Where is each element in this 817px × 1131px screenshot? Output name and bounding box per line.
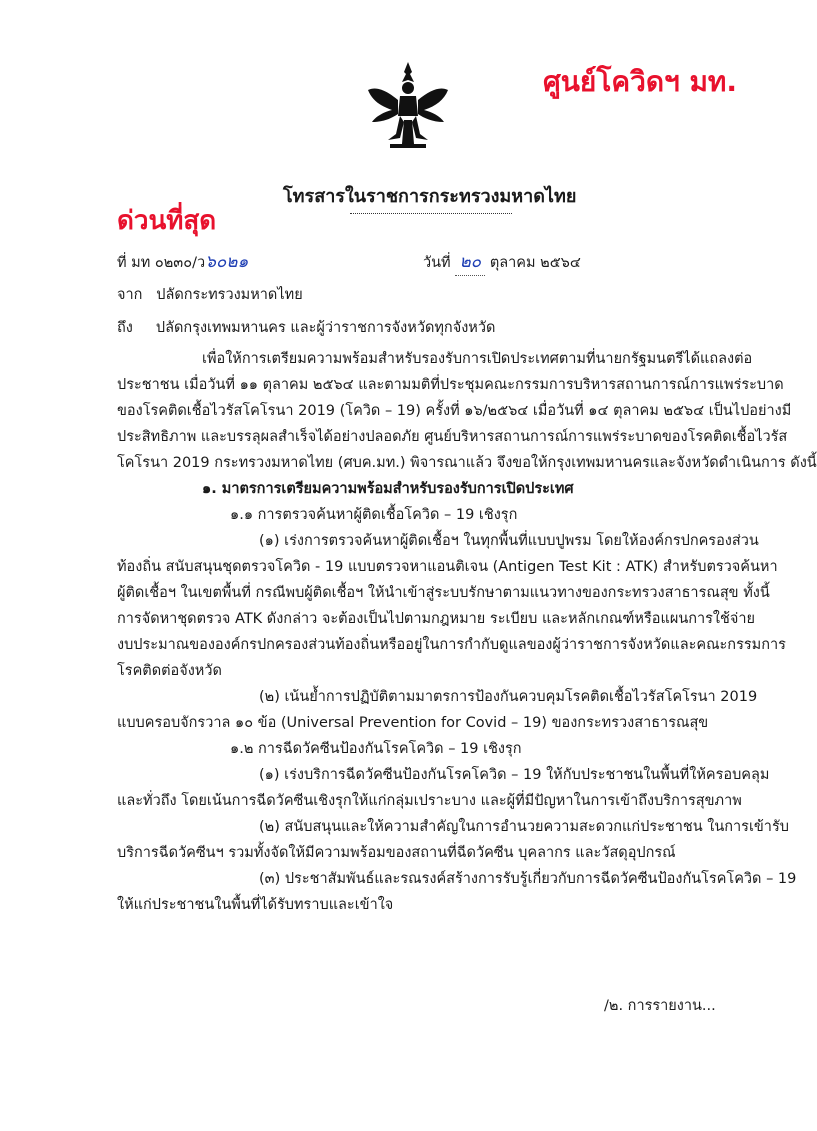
item-line: โรคติดต่อจังหวัด bbox=[117, 663, 222, 679]
subsection-heading: ๑.๒ การฉีดวัคซีนป้องกันโรคโควิด – 19 เชิงรุก bbox=[230, 741, 522, 757]
item-line: (๑) เร่งการตรวจค้นหาผู้ติดเชื้อฯ ในทุกพื้นที่แบบปูพรม โดยให้องค์กรปกครองส่วน bbox=[259, 533, 759, 549]
item-line: (๓) ประชาสัมพันธ์และรณรงค์สร้างการรับรู้เกี่ยวกับการฉีดวัคซีนป้องกันโรคโควิด – 19 bbox=[259, 871, 797, 887]
garuda-emblem-icon bbox=[366, 60, 450, 150]
item-line: ให้แก่ประชาชนในพื้นที่ได้รับทราบและเข้าใจ bbox=[117, 897, 394, 913]
doc-date bbox=[423, 249, 581, 276]
urgent-stamp: ด่วนที่สุด bbox=[117, 206, 217, 236]
intro-line: โคโรนา 2019 กระทรวงมหาดไทย (ศบค.มท.) พิจารณาแล้ว จึงขอให้กรุงเทพมหานครและจังหวัดดำเนินการ ดังนี้ bbox=[117, 455, 817, 471]
continuation-note: /๒. การรายงาน... bbox=[604, 998, 716, 1014]
title-dotted-rule bbox=[350, 213, 512, 214]
date-rest: ตุลาคม ๒๕๖๔ bbox=[489, 255, 581, 271]
to-line: ถึง ปลัดกรุงเทพมหานคร และผู้ว่าราชการจังหวัดทุกจังหวัด bbox=[117, 320, 496, 336]
item-line: ผู้ติดเชื้อฯ ในเขตพื้นที่ กรณีพบผู้ติดเชื้อฯ ให้นำเข้าสู่ระบบรักษาตามแนวทางของกระทรวงสาธารณสุข ทั้งนี้ bbox=[117, 585, 770, 601]
item-line: (๒) เน้นย้ำการปฏิบัติตามมาตรการป้องกันควบคุมโรคติดเชื้อไวรัสโคโรนา 2019 bbox=[259, 689, 758, 705]
section-heading: ๑. มาตรการเตรียมความพร้อมสำหรับรองรับการเปิดประเทศ bbox=[202, 481, 574, 497]
intro-line: ประชาชน เมื่อวันที่ ๑๑ ตุลาคม ๒๕๖๔ และตามมติที่ประชุมคณะกรรมการบริหารสถานการณ์การแพร่ระบาด bbox=[117, 377, 784, 393]
doc-number-label: ที่ มท ๐๒๓๐/ว bbox=[117, 255, 206, 271]
item-line: ท้องถิ่น สนับสนุนชุดตรวจโควิด - 19 แบบตรวจหาแอนติเจน (Antigen Test Kit : ATK) สำหรับตรวจค้นหา bbox=[117, 559, 778, 575]
from-line: จาก ปลัดกระทรวงมหาดไทย bbox=[117, 287, 303, 303]
intro-line: เพื่อให้การเตรียมความพร้อมสำหรับรองรับการเปิดประเทศตามที่นายกรัฐมนตรีได้แถลงต่อ bbox=[202, 351, 753, 367]
corner-stamp: ศูนย์โควิดฯ มท. bbox=[543, 65, 738, 98]
intro-line: ของโรคติดเชื้อไวรัสโคโรนา 2019 (โควิด – 19) ครั้งที่ ๑๖/๒๕๖๔ เมื่อวันที่ ๑๔ ตุลาคม ๒๕๖๔ เป็นไปอย่างมี bbox=[117, 403, 792, 419]
item-line: (๑) เร่งบริการฉีดวัคซีนป้องกันโรคโควิด – 19 ให้กับประชาชนในพื้นที่ให้ครอบคลุม bbox=[259, 767, 770, 783]
item-line: บริการฉีดวัคซีนฯ รวมทั้งจัดให้มีความพร้อมของสถานที่ฉีดวัคซีน บุคลากร และวัสดุอุปกรณ์ bbox=[117, 845, 676, 861]
header-title: โทรสารในราชการกระทรวงมหาดไทย bbox=[283, 186, 577, 207]
date-day-handwritten: ๒๐ bbox=[455, 249, 485, 276]
date-label: วันที่ bbox=[423, 255, 451, 271]
item-line: งบประมาณขององค์กรปกครองส่วนท้องถิ่นหรืออยู่ในการกำกับดูแลของผู้ว่าราชการจังหวัดและคณะกรรมการ bbox=[117, 637, 786, 653]
item-line: แบบครอบจักรวาล ๑๐ ข้อ (Universal Prevention for Covid – 19) ของกระทรวงสาธารณสุข bbox=[117, 715, 709, 731]
item-line: (๒) สนับสนุนและให้ความสำคัญในการอำนวยความสะดวกแก่ประชาชน ในการเข้ารับ bbox=[259, 819, 789, 835]
intro-line: ประสิทธิภาพ และบรรลุผลสำเร็จได้อย่างปลอดภัย ศูนย์บริหารสถานการณ์การแพร่ระบาดของโรคติดเชื้อไวรัส bbox=[117, 429, 788, 445]
doc-number bbox=[117, 249, 248, 276]
item-line: การจัดหาชุดตรวจ ATK ดังกล่าว จะต้องเป็นไปตามกฎหมาย ระเบียบ และหลักเกณฑ์หรือแผนการใช้จ่าย bbox=[117, 611, 755, 627]
item-line: และทั่วถึง โดยเน้นการฉีดวัคซีนเชิงรุกให้แก่กลุ่มเปราะบาง และผู้ที่มีปัญหาในการเข้าถึงบริการสุขภาพ bbox=[117, 793, 742, 809]
subsection-heading: ๑.๑ การตรวจค้นหาผู้ติดเชื้อโควิด – 19 เชิงรุก bbox=[230, 507, 518, 523]
doc-number-handwritten: ๖๐๒๑ bbox=[205, 252, 249, 272]
